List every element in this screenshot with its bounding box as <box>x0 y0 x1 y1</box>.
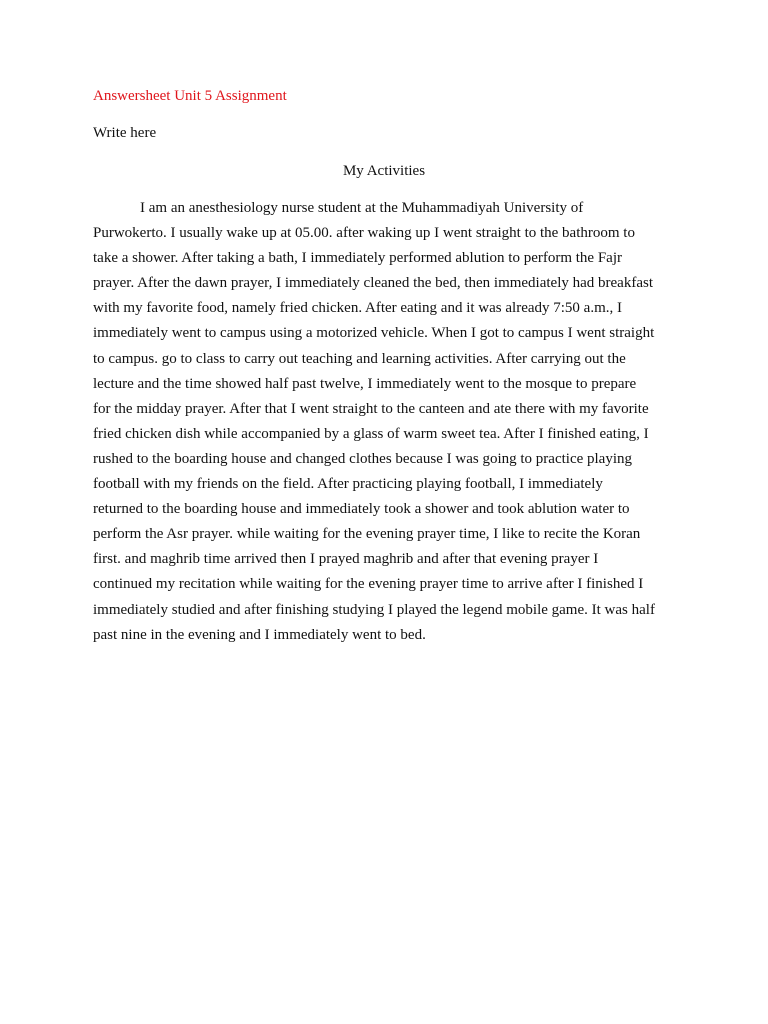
paragraph-line: to campus. go to class to carry out teaching and learning activities. After carrying out the <box>93 350 626 367</box>
paragraph-line: I am an anesthesiology nurse student at the Muhammadiyah University of <box>140 200 584 216</box>
paragraph-line: Purwokerto. I usually wake up at 05.00. after waking up I went straight to the bathroom to <box>93 225 635 242</box>
paragraph-line: continued my recitation while waiting for the evening prayer time to arrive after I finished I <box>93 576 644 593</box>
document-title: My Activities <box>342 163 426 179</box>
paragraph-line: immediately went to campus using a motorized vehicle. When I got to campus I went straight <box>93 325 655 342</box>
paragraph-line: lecture and the time showed half past twelve, I immediately went to the mosque to prepare <box>93 375 637 392</box>
assignment-header: Answersheet Unit 5 Assignment <box>93 88 287 104</box>
paragraph-line: fried chicken dish while accompanied by a glass of warm sweet tea. After I finished eating, I <box>93 425 649 442</box>
paragraph-line: take a shower. After taking a bath, I immediately performed ablution to perform the Fajr <box>93 250 622 267</box>
paragraph-line: for the midday prayer. After that I went straight to the canteen and ate there with my favorite <box>93 400 649 417</box>
paragraph-line: perform the Asr prayer. while waiting for the evening prayer time, I like to recite the Koran <box>93 526 641 543</box>
write-here-prompt: Write here <box>93 125 157 141</box>
paragraph-line: first. and maghrib time arrived then I prayed maghrib and after that evening prayer I <box>93 551 599 568</box>
paragraph-line: returned to the boarding house and immediately took a shower and took ablution water to <box>93 501 630 518</box>
paragraph-line: prayer. After the dawn prayer, I immediately cleaned the bed, then immediately had breakfast <box>93 275 654 292</box>
paragraph-line: with my favorite food, namely fried chicken. After eating and it was already 7:50 a.m., I <box>93 300 622 317</box>
paragraph-line: rushed to the boarding house and changed clothes because I was going to practice playing <box>93 450 632 467</box>
paragraph-line: immediately studied and after finishing studying I played the legend mobile game. It was half <box>93 601 655 618</box>
paragraph-line: football with my friends on the field. After practicing playing football, I immediately <box>93 476 603 493</box>
paragraph-line: past nine in the evening and I immediately went to bed. <box>93 626 426 643</box>
essay-paragraph <box>93 197 683 649</box>
